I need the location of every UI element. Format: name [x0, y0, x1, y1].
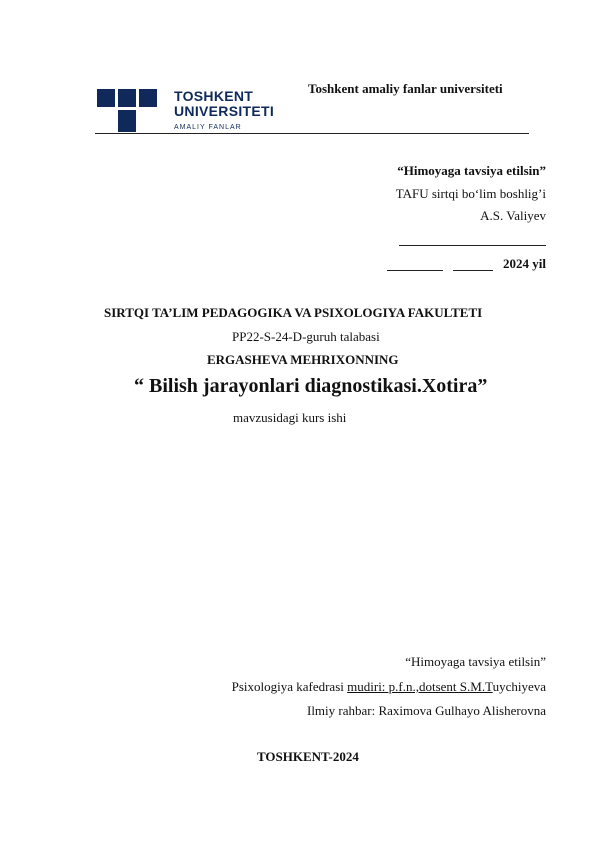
signature-line [399, 245, 546, 246]
dept-head-line [232, 679, 546, 695]
student-name: ERGASHEVA MEHRIXONNING [207, 352, 399, 367]
date-month-blank [453, 270, 493, 271]
coursework-subtitle: mavzusidagi kurs ishi [233, 410, 347, 425]
dept-prefix: Psixologiya kafedrasi [231, 679, 348, 694]
dept-head-suffix: uychiyeva [492, 679, 546, 694]
university-logo [97, 89, 157, 133]
approval-name: A.S. Valiyev [480, 208, 546, 223]
approval-heading: “Himoyaga tavsiya etilsin” [397, 163, 546, 178]
date-day-blank [387, 270, 443, 271]
header-divider [95, 133, 529, 134]
logo-text-line2: UNIVERSITETI [174, 103, 275, 119]
city-year: TOSHKENT-2024 [257, 749, 359, 764]
university-name: Toshkent amaliy fanlar universiteti [308, 81, 503, 96]
approval-year: 2024 yil [503, 256, 546, 271]
faculty-name: SIRTQI TA’LIM PEDAGOGIKA VA PSIXOLOGIYA FAKULTETI [104, 305, 483, 320]
dept-head-underlined: mudiri: p.f.n.,dotsent S.M.T [347, 679, 493, 694]
logo-text-line1: TOSHKENT [174, 88, 254, 104]
coursework-topic: “ Bilish jarayonlari diagnostikasi.Xotira” [134, 375, 488, 397]
supervisor-line: Ilmiy rahbar: Raximova Gulhayo Alisherovna [306, 703, 546, 718]
student-group: PP22-S-24-D-guruh talabasi [232, 329, 380, 344]
approval-position: TAFU sirtqi bo‘lim boshlig’i [395, 186, 546, 201]
logo-text-line3: AMALIY FANLAR [174, 124, 242, 131]
dept-approval-heading: “Himoyaga tavsiya etilsin” [405, 654, 546, 669]
